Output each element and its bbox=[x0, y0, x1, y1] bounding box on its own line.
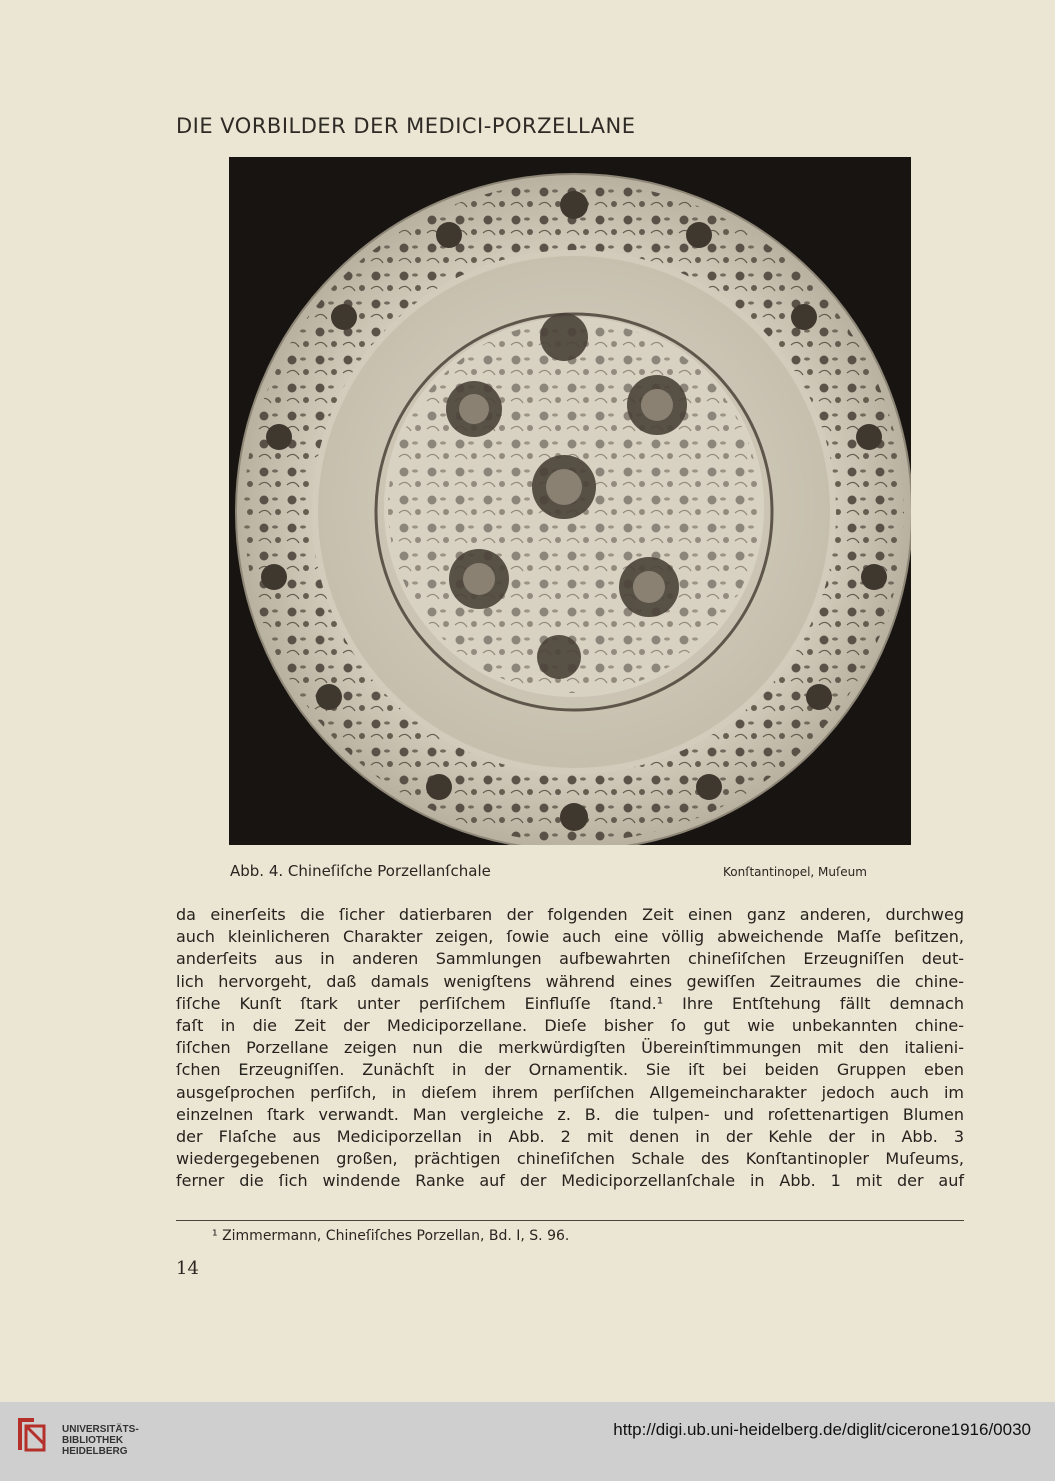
text-line: auch kleinlicheren Charakter zeigen, ſowie auch eine völlig abweichende Maſſe beſitzen, bbox=[176, 927, 964, 947]
figure-credit: Konſtantinopel, Muſeum bbox=[723, 865, 867, 879]
source-url-link[interactable]: http://digi.ub.uni-heidelberg.de/diglit/cicerone1916/0030 bbox=[613, 1420, 1031, 1439]
text-line: ferner die ſich windende Ranke auf der Mediciporzellanſchale in Abb. 1 mit der auf bbox=[176, 1171, 964, 1191]
body-text bbox=[176, 904, 964, 1192]
footnote-rule bbox=[176, 1220, 964, 1221]
text-line: faſt in die Zeit der Mediciporzellane. Dieſe bisher ſo gut wie unbekannten chine- bbox=[176, 1015, 964, 1035]
footnote: ¹ Zimmermann, Chineſiſches Porzellan, Bd. I, S. 96. bbox=[212, 1228, 570, 1244]
library-name-line: BIBLIOTHEK bbox=[62, 1435, 124, 1446]
page-number: 14 bbox=[176, 1258, 199, 1279]
library-name-line: HEIDELBERG bbox=[62, 1446, 128, 1457]
library-logo-icon bbox=[14, 1414, 48, 1454]
text-line: anderſeits aus in anderen Sammlungen aufbewahrten chineſiſchen Erzeugniſſen deut- bbox=[176, 949, 964, 969]
text-line: ausgeſprochen perſiſch, in dieſem ihrem perſiſchen Allgemeincharakter jedoch auch im bbox=[176, 1082, 964, 1102]
porcelain-bowl-photo bbox=[229, 157, 911, 845]
text-line: da einerſeits die ſicher datierbaren der folgenden Zeit einen ganz anderen, durchweg bbox=[176, 905, 964, 924]
text-line: lich hervorgeht, daß damals wenigſtens während eines gewiſſen Zeitraumes die chine- bbox=[176, 971, 964, 991]
text-line: einzelnen ſtark verwandt. Man vergleiche z. B. die tulpen- und roſettenartigen Blumen bbox=[176, 1104, 964, 1124]
text-line: der Flaſche aus Mediciporzellan in Abb. 2 mit denen in der Kehle der in Abb. 3 bbox=[176, 1126, 964, 1146]
footer-bar bbox=[0, 1402, 1055, 1481]
text-line: wiedergegebenen großen, prächtigen chineſiſchen Schale des Konſtantinopler Muſeums, bbox=[176, 1149, 964, 1169]
porcelain-bowl-illustration bbox=[229, 157, 911, 845]
figure-caption: Abb. 4. Chineſiſche Porzellanſchale bbox=[230, 862, 491, 880]
library-name-line: UNIVERSITÄTS- bbox=[62, 1424, 139, 1435]
text-line: ſiſchen Porzellane zeigen nun die merkwürdigſten Übereinſtimmungen mit den italieni- bbox=[176, 1038, 964, 1058]
text-line: ſchen Erzeugniſſen. Zunächſt in der Ornamentik. Sie iſt bei beiden Gruppen eben bbox=[176, 1060, 964, 1080]
library-name bbox=[62, 1424, 139, 1457]
text-line: ſiſche Kunſt ſtark unter perſiſchem Einfluſſe ſtand.¹ Ihre Entſtehung fällt demnach bbox=[176, 993, 964, 1013]
running-head: DIE VORBILDER DER MEDICI-PORZELLANE bbox=[176, 114, 636, 138]
